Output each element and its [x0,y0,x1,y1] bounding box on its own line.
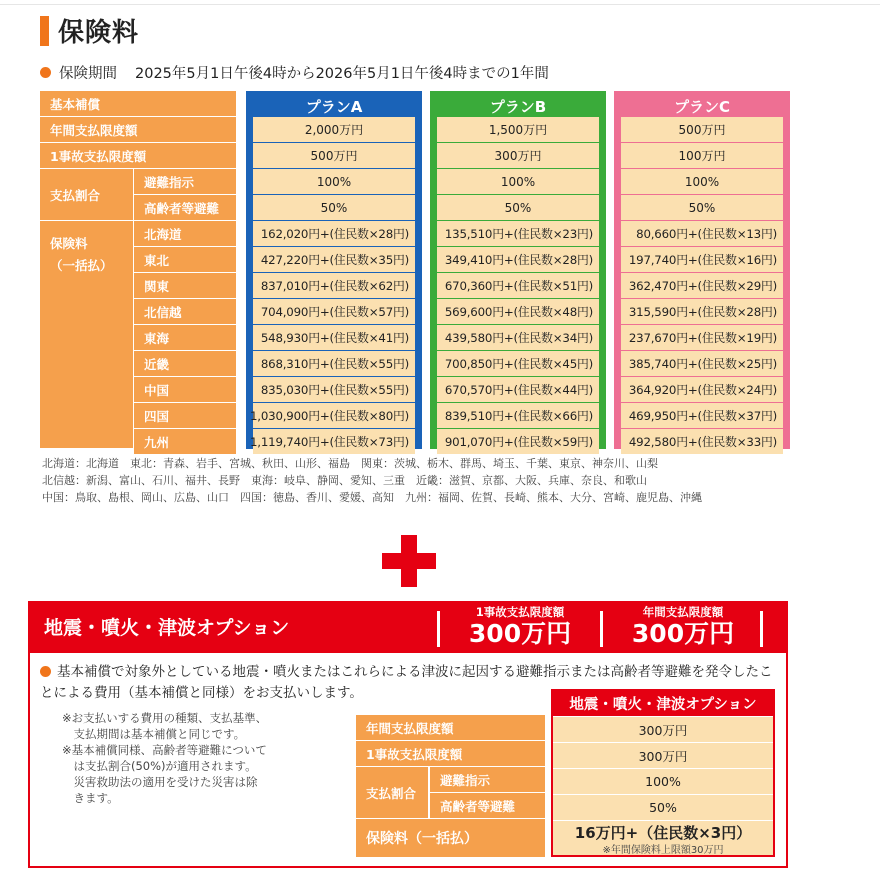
region-label: 東北 [134,247,236,272]
top-divider [0,4,880,5]
label-basic: 基本補償 [40,91,236,116]
plan-premium: 492,580円+(住民数×33円) [621,429,783,454]
region-label: 関東 [134,273,236,298]
region-label: 四国 [134,403,236,428]
option-premium-value: 16万円+（住民数×3円） [574,824,752,842]
plan-premium: 868,310円+(住民数×55円) [253,351,415,376]
region-note-line: 北海道：北海道 東北：青森、岩手、宮城、秋田、山形、福島 関東：茨城、栃木、群馬、埼玉、千葉、東京、神奈川、山梨 [42,457,658,470]
title-accent-bar [40,16,49,46]
option-per-accident [445,604,595,648]
label-premium [40,221,133,448]
plan-per-accident-limit: 100万円 [621,143,783,168]
label-premium-line2: （一括払） [50,258,113,273]
option-divider [437,611,440,647]
plus-icon-vertical [401,535,417,587]
plan-elderly-ratio: 50% [437,195,599,220]
option-title: 地震・噴火・津波オプション [44,617,290,639]
page-title [40,12,139,49]
label-payment-ratio: 支払割合 [40,169,133,220]
plan-premium: 162,020円+(住民数×28円) [253,221,415,246]
plan-column [430,91,606,449]
plan-column [246,91,422,449]
plan-premium: 469,950円+(住民数×37円) [621,403,783,428]
plan-name: プランC [616,93,788,119]
option-label-premium: 保険料（一括払） [356,819,545,857]
plan-annual-limit: 2,000万円 [253,117,415,142]
plan-premium: 1,119,740円+(住民数×73円) [253,429,415,454]
period-text: 2025年5月1日午後4時から2026年5月1日午後4時までの1年間 [135,66,549,82]
plan-premium: 364,920円+(住民数×24円) [621,377,783,402]
plan-premium: 835,030円+(住民数×55円) [253,377,415,402]
label-evac-order: 避難指示 [134,169,236,194]
region-label: 北海道 [134,221,236,246]
plan-premium: 704,090円+(住民数×57円) [253,299,415,324]
plan-per-accident-limit: 300万円 [437,143,599,168]
option-label-per-accident: 1事故支払限度額 [356,741,545,766]
region-note-line: 中国：鳥取、島根、岡山、広島、山口 四国：徳島、香川、愛媛、高知 九州：福岡、佐賀、長崎、熊本、大分、宮崎、鹿児島、沖縄 [42,491,702,504]
plan-premium: 439,580円+(住民数×34円) [437,325,599,350]
plan-premium: 315,590円+(住民数×28円) [621,299,783,324]
plan-elderly-ratio: 50% [621,195,783,220]
plan-evac-ratio: 100% [437,169,599,194]
plan-name: プランB [432,93,604,119]
option-divider [760,611,763,647]
option-per-accident-cell: 300万円 [553,742,773,768]
option-annual-value: 300万円 [631,619,735,648]
plan-premium: 427,220円+(住民数×35円) [253,247,415,272]
plan-elderly-ratio: 50% [253,195,415,220]
label-premium-line1: 保険料 [50,236,88,251]
option-per-accident-value: 300万円 [468,619,572,648]
option-description-text: 基本補償で対象外としている地震・噴火またはこれらによる津波に起因する避難指示または高齢者等避難を発令したことによる費用（基本補償と同様）をお支払いします。 [40,664,773,701]
plan-premium: 135,510円+(住民数×23円) [437,221,599,246]
option-notes [62,710,267,806]
option-annual-label: 年間支払限度額 [642,605,724,619]
plan-premium: 901,070円+(住民数×59円) [437,429,599,454]
plan-premium: 670,360円+(住民数×51円) [437,273,599,298]
option-note-line: 災害救助法の適用を受けた災害は除 [62,775,258,789]
option-elderly-cell: 50% [553,794,773,820]
bullet-icon [40,67,51,78]
option-evac-cell: 100% [553,768,773,794]
option-label-annual: 年間支払限度額 [356,715,545,740]
region-label: 北信越 [134,299,236,324]
option-label-evac: 避難指示 [430,767,545,792]
plan-premium: 670,570円+(住民数×44円) [437,377,599,402]
option-divider [600,611,603,647]
plan-name: プランA [248,93,420,119]
option-note-line: ※お支払いする費用の種類、支払基準、 [62,711,268,725]
plan-premium: 839,510円+(住民数×66円) [437,403,599,428]
region-note-line: 北信越：新潟、富山、石川、福井、長野 東海：岐阜、静岡、愛知、三重 近畿：滋賀、京都、大阪、兵庫、奈良、和歌山 [42,474,647,487]
plan-evac-ratio: 100% [253,169,415,194]
plan-premium: 569,600円+(住民数×48円) [437,299,599,324]
region-label: 東海 [134,325,236,350]
plan-column [614,91,790,449]
plan-premium: 700,850円+(住民数×45円) [437,351,599,376]
label-per-accident-limit: 1事故支払限度額 [40,143,236,168]
plan-premium: 385,740円+(住民数×25円) [621,351,783,376]
plan-premium: 237,670円+(住民数×19円) [621,325,783,350]
label-elderly-evac: 高齢者等避難 [134,195,236,220]
option-annual-cell: 300万円 [553,716,773,742]
option-annual [608,604,758,648]
option-note-line: 支払期間は基本補償と同じです。 [62,727,246,741]
plan-premium: 362,470円+(住民数×29円) [621,273,783,298]
plan-per-accident-limit: 500万円 [253,143,415,168]
option-note-line: きます。 [62,791,119,805]
option-per-accident-label: 1事故支払限度額 [475,605,565,619]
plan-premium: 197,740円+(住民数×16円) [621,247,783,272]
region-label: 近畿 [134,351,236,376]
plan-premium: 1,030,900円+(住民数×80円) [253,403,415,428]
plan-premium: 548,930円+(住民数×41円) [253,325,415,350]
plan-premium: 837,010円+(住民数×62円) [253,273,415,298]
region-label: 中国 [134,377,236,402]
option-label-payment-ratio: 支払割合 [356,767,428,818]
insurance-period [40,62,549,83]
period-label: 保険期間 [59,66,117,82]
region-label: 九州 [134,429,236,454]
plan-annual-limit: 500万円 [621,117,783,142]
page-title-text: 保険料 [58,18,140,48]
option-note-line: は支払割合(50%)が適用されます。 [62,759,257,773]
plan-evac-ratio: 100% [621,169,783,194]
region-notes [42,455,702,506]
option-note-line: ※基本補償同様、高齢者等避難について [62,743,267,757]
option-premium-note: ※年間保険料上限額30万円 [602,845,724,856]
label-annual-limit: 年間支払限度額 [40,117,236,142]
option-table-header: 地震・噴火・津波オプション [553,691,773,716]
plan-premium: 349,410円+(住民数×28円) [437,247,599,272]
bullet-icon [40,666,51,677]
plan-annual-limit: 1,500万円 [437,117,599,142]
plan-premium: 80,660円+(住民数×13円) [621,221,783,246]
option-value-column [551,689,775,857]
option-label-elderly: 高齢者等避難 [430,793,545,818]
